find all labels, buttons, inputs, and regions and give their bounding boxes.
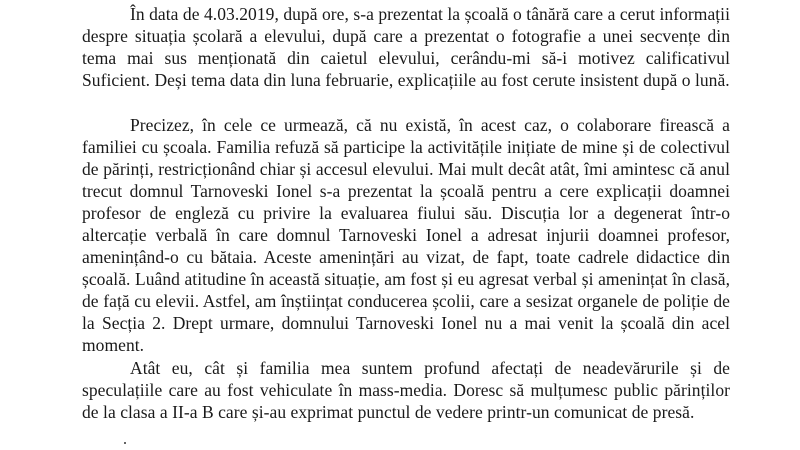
cut-off-text-fragment	[123, 441, 129, 450]
paragraph-1: În data de 4.03.2019, după ore, s-a prezentat la școală o tânără care a cerut informații despre situația școlară a elevului, după care a prezentat o fotografie a unei secvențe din tema mai sus menționată din caietul elevului, cerându-mi să-i motivez calificativul Suficient. Deși tema data din luna februarie, explicațiile au fost cerute insistent după o lună.	[82, 4, 730, 90]
paragraph-2: Precizez, în cele ce urmează, că nu există, în acest caz, o colaborare firească a familiei cu școala. Familia refuză să participe la activitățile inițiate de mine și de colectivul de părinți, restricționând chiar și accesul elevului. Mai mult decât atât, îmi amintesc că anul trecut domnul Tarnoveski Ionel s-a prezentat la școală pentru a cere explicații doamnei profesor de engleză cu privire la evaluarea fiului său. Discuția lor a degenerat într-o altercație verbală în care domnul Tarnoveski Ionel a adresat injurii doamnei profesor, amenințând-o cu bătaia. Aceste amenințări au vizat, de fapt, toate cadrele didactice din școală. Luând atitudine în această situație, am fost și eu agresat verbal și amenințat în clasă, de față cu elevii. Astfel, am înștiințat conducerea școlii, care a sesizat organele de poliție de la Secția 2. Drept urmare, domnului Tarnoveski Ionel nu a mai venit la școală din acel moment.	[82, 115, 730, 355]
paragraph-3: Atât eu, cât și familia mea suntem profund afectați de neadevărurile și de speculațiile care au fost vehiculate în mass-media. Doresc să mulțumesc public părinților de la clasa a II-a B care și-au exprimat punctul de vedere printr-un comunicat de presă.	[82, 358, 730, 422]
